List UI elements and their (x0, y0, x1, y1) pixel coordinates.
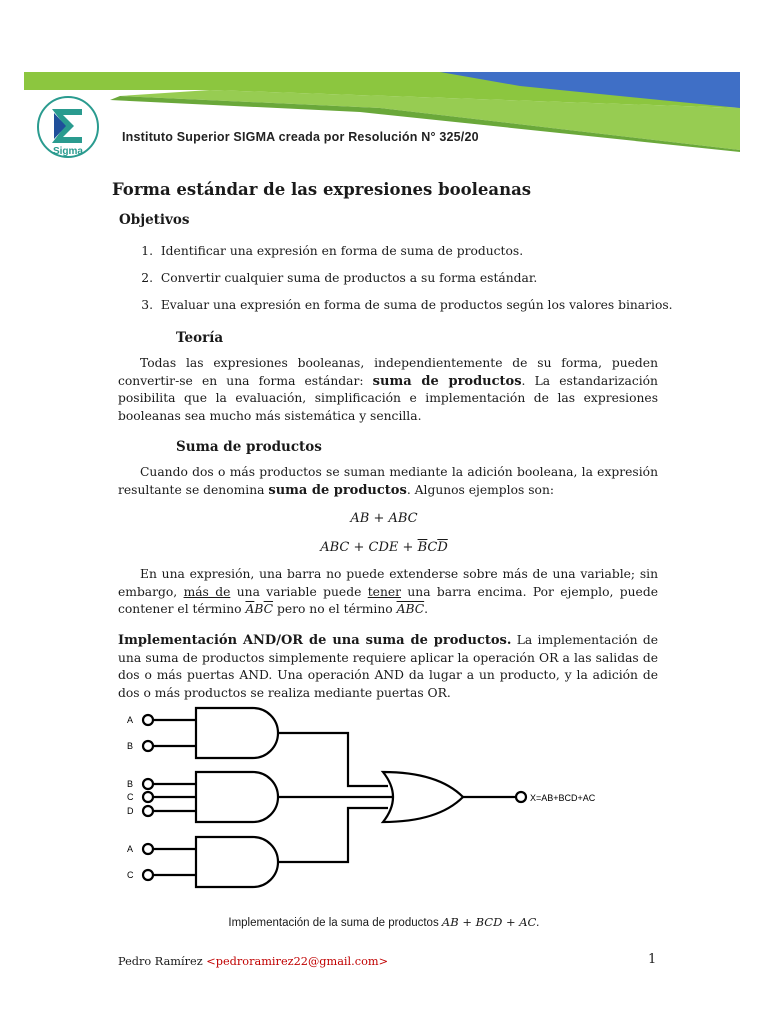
list-item: 1. Identificar una expresión en forma de suma de productos. (141, 244, 524, 258)
author-email[interactable]: <pedroramirez22@gmail.com> (206, 955, 389, 968)
page-title: Forma estándar de las expresiones booleanas (112, 180, 532, 199)
institute-name: Instituto Superior SIGMA creada por Resolución N° 325/20 (122, 130, 479, 144)
page-number: 1 (648, 952, 657, 967)
bar-paragraph: En una expresión, una barra no puede extenderse sobre más de una variable; sin embargo, más de una variable puede tener una barra encima. Por ejemplo, puede contener el término $\overline{A}B\overline{C}$ pero no el término $\overline{ABC}$. (118, 567, 658, 616)
output-label: X=AB+BCD+AC (530, 793, 596, 803)
logo-text: Sigma (52, 146, 84, 157)
objectives-list (119, 238, 673, 319)
input-label: D (127, 806, 134, 816)
list-item: 3. Evaluar una expresión en forma de suma de productos según los valores binarios. (141, 298, 673, 312)
formula-2: ABC + CDE + $\overline{B}C\overline{D}$ (320, 540, 448, 555)
input-label: C (127, 792, 134, 802)
sop-paragraph: Cuando dos o más productos se suman mediante la adición booleana, la expresión resultante se denomina suma de productos. Algunos ejemplos son: (118, 465, 658, 498)
formula-1: AB + ABC (350, 511, 418, 526)
implementation-paragraph: Implementación AND/OR de una suma de productos. La implementación de una suma de productos simplemente requiere aplicar la operación OR a las salidas de dos o más puertas AND. Una operación AND da lugar a un producto, y la adición de dos o más productos se realiza mediante puertas OR. (118, 633, 658, 700)
input-label: B (127, 741, 134, 751)
input-label: C (127, 870, 134, 880)
input-label: A (127, 715, 134, 725)
figure-caption: Implementación de la suma de productos AB + BCD + AC. (228, 915, 540, 929)
footer: Pedro Ramírez <pedroramirez22@gmail.com> (118, 955, 389, 968)
input-label: B (127, 779, 134, 789)
and-or-circuit-diagram (118, 700, 638, 900)
sop-heading: Suma de productos (176, 439, 322, 455)
input-label: A (127, 844, 134, 854)
objectives-heading: Objetivos (119, 212, 190, 228)
theory-heading: Teoría (176, 330, 224, 346)
list-item: 2. Convertir cualquier suma de productos a su forma estándar. (141, 271, 538, 285)
sigma-logo (36, 95, 100, 159)
theory-paragraph: Todas las expresiones booleanas, independientemente de su forma, pueden convertir-se en una forma estándar: suma de productos. La estandarización posibilita que la evaluación, simplificación e implementación de las expresiones booleanas sea mucho más sistemática y sencilla. (118, 356, 658, 423)
